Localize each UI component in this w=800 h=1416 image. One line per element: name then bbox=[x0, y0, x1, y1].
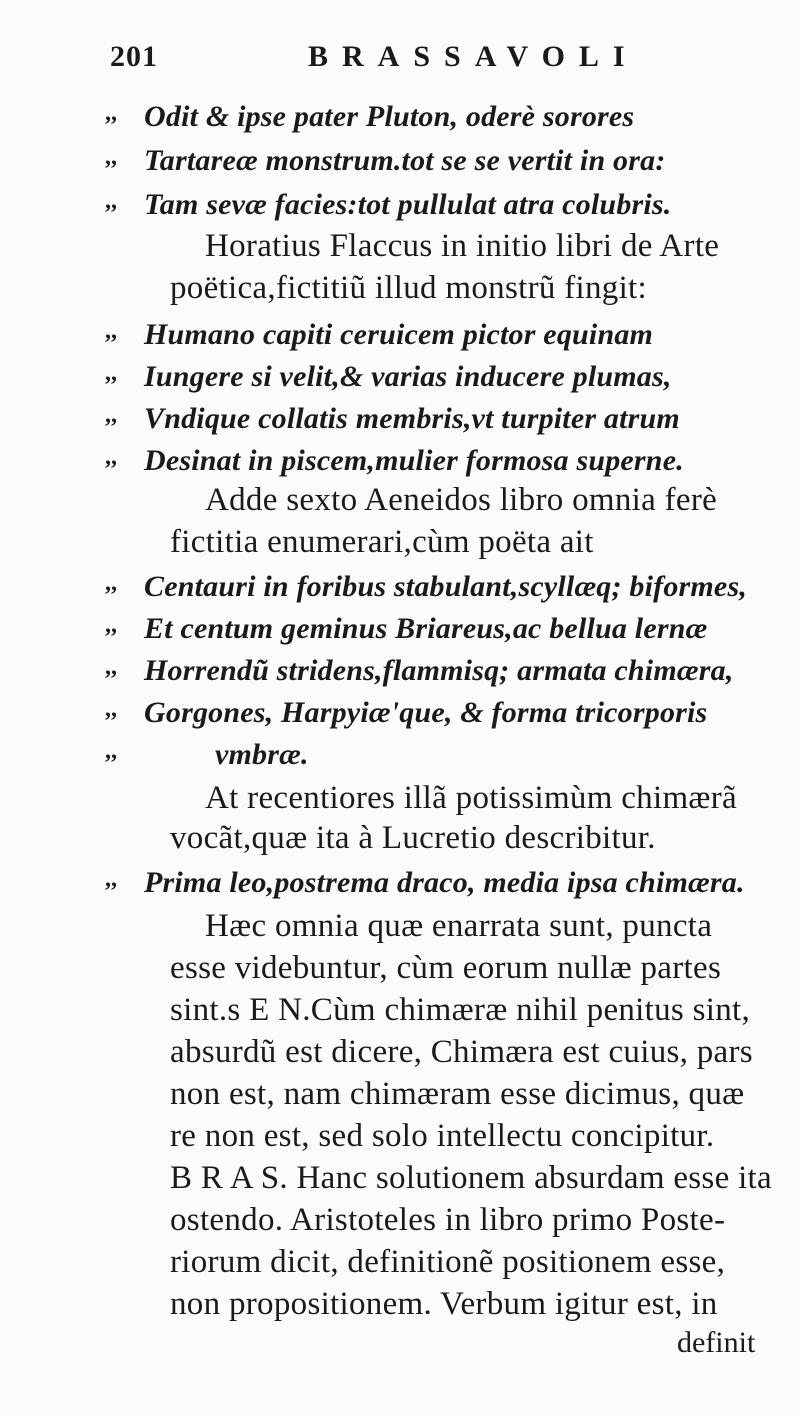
prose-line: sint.s E N.Cùm chimæræ nihil penitus sint, bbox=[170, 992, 751, 1028]
prose-line: re non est, sed solo intellectu concipitur. bbox=[170, 1118, 715, 1154]
verse-mark: ,, bbox=[105, 188, 117, 214]
verse-mark: ,, bbox=[105, 100, 117, 126]
prose-line: Horatius Flaccus in initio libri de Arte bbox=[205, 228, 720, 264]
verse-mark: ,, bbox=[105, 360, 117, 386]
catchword: definit bbox=[677, 1326, 756, 1359]
verse-line: Tartareæ monstrum.tot se se vertit in ora: bbox=[144, 144, 666, 177]
prose-line: vocãt,quæ ita à Lucretio describitur. bbox=[170, 820, 656, 856]
verse-line: Centauri in foribus stabulant,scyllæq; biformes, bbox=[144, 570, 748, 603]
prose-line: absurdũ est dicere, Chimæra est cuius, pars bbox=[170, 1034, 753, 1070]
prose-line: ostendo. Aristoteles in libro primo Poste- bbox=[170, 1202, 726, 1238]
verse-line: Vndique collatis membris,vt turpiter atrum bbox=[144, 402, 680, 435]
prose-line: riorum dicit, definitionẽ positionem esse, bbox=[170, 1244, 726, 1280]
prose-line: At recentiores illã potissimùm chimærã bbox=[205, 780, 737, 816]
prose-line: non propositionem. Verbum igitur est, in bbox=[170, 1286, 718, 1322]
verse-mark: ,, bbox=[105, 570, 117, 596]
prose-line: esse videbuntur, cùm eorum nullæ partes bbox=[170, 950, 722, 986]
running-head: BRASSAVOLI bbox=[308, 40, 639, 73]
verse-line: Gorgones, Harpyiæ'que, & forma tricorporis bbox=[144, 696, 708, 729]
verse-line: Humano capiti ceruicem pictor equinam bbox=[144, 318, 654, 351]
verse-line: Prima leo,postrema draco, media ipsa chimæra. bbox=[144, 866, 745, 899]
verse-mark: ,, bbox=[105, 144, 117, 170]
verse-mark: ,, bbox=[105, 738, 117, 764]
prose-line: poëtica,fictitiũ illud monstrũ fingit: bbox=[170, 270, 647, 306]
verse-line: vmbræ. bbox=[215, 738, 309, 771]
verse-mark: ,, bbox=[105, 402, 117, 428]
prose-line: fictitia enumerari,cùm poëta ait bbox=[170, 524, 594, 560]
verse-line: Desinat in piscem,mulier formosa superne. bbox=[144, 444, 684, 477]
verse-mark: ,, bbox=[105, 612, 117, 638]
verse-mark: ,, bbox=[105, 318, 117, 344]
verse-mark: ,, bbox=[105, 696, 117, 722]
verse-line: Tam sevæ facies:tot pullulat atra colubris. bbox=[144, 188, 672, 221]
prose-line: non est, nam chimæram esse dicimus, quæ bbox=[170, 1076, 745, 1112]
prose-line: B R A S. Hanc solutionem absurdam esse ita bbox=[170, 1160, 772, 1196]
verse-line: Et centum geminus Briareus,ac bellua lernæ bbox=[144, 612, 708, 645]
verse-mark: ,, bbox=[105, 444, 117, 470]
verse-line: Odit & ipse pater Pluton, oderè sorores bbox=[144, 100, 635, 133]
prose-line: Hæc omnia quæ enarrata sunt, puncta bbox=[205, 908, 713, 944]
page-number: 201 bbox=[110, 40, 158, 73]
verse-line: Horrendũ stridens,flammisq; armata chimæra, bbox=[144, 654, 734, 687]
prose-line: Adde sexto Aeneidos libro omnia ferè bbox=[205, 482, 718, 518]
verse-mark: ,, bbox=[105, 654, 117, 680]
verse-line: Iungere si velit,& varias inducere plumas, bbox=[144, 360, 672, 393]
verse-mark: ,, bbox=[105, 866, 117, 892]
